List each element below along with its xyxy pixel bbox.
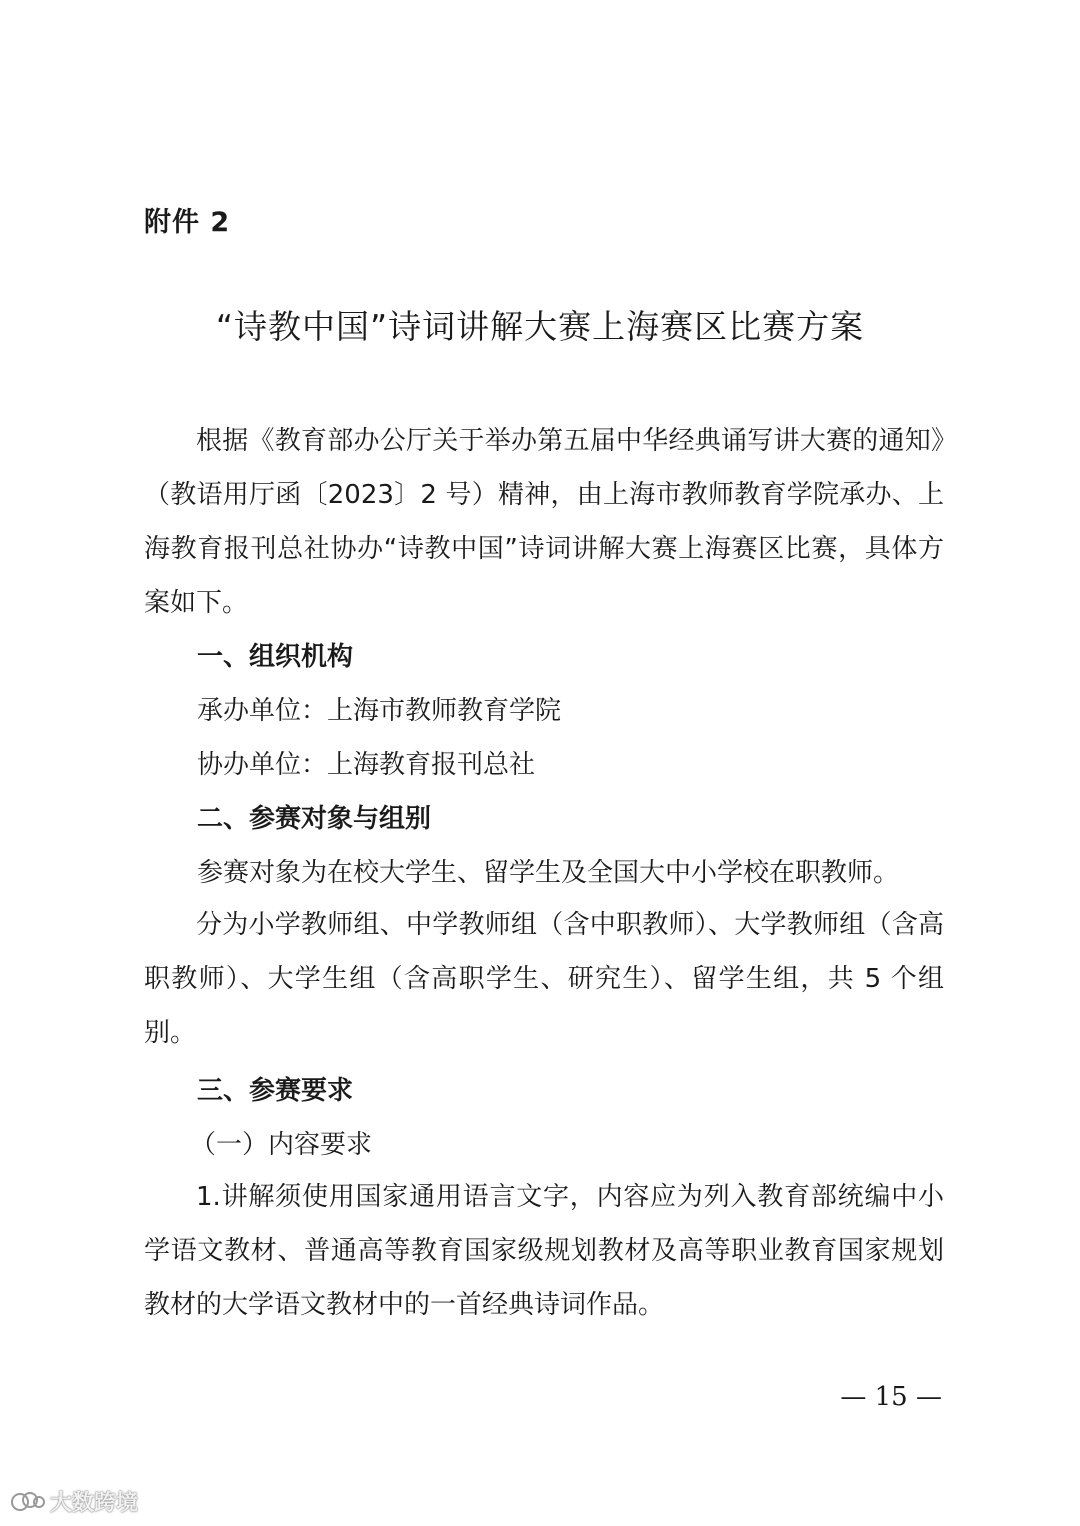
page-number: — 15 — [840,1382,942,1412]
organizer-line: 承办单位：上海市教师教育学院 [197,696,562,726]
participants-line: 参赛对象为在校大学生、留学生及全国大中小学校在职教师。 [197,858,900,888]
attachment-label: 附件 2 [144,207,231,238]
watermark-text: 大数跨境 [50,1491,139,1516]
subsection-1-heading: （一）内容要求 [190,1130,373,1160]
section-3-heading: 三、参赛要求 [197,1076,354,1106]
section-2-heading: 二、参赛对象与组别 [197,804,432,834]
co-organizer-line: 协办单位：上海教育报刊总社 [197,750,536,780]
watermark [10,1486,138,1517]
groups-paragraph: 分为小学教师组、中学教师组（含中职教师）、大学教师组（含高职教师）、大学生组（含高职学生、研究生）、留学生组，共 5 个组别。 [144,910,944,1048]
watermark-logo-icon [10,1488,46,1516]
content-requirement-item-1: 1.讲解须使用国家通用语言文字，内容应为列入教育部统编中小学语文教材、普通高等教育国家级规划教材及高等职业教育国家规划教材的大学语文教材中的一首经典诗词作品。 [144,1182,944,1320]
document-title: “诗教中国”诗词讲解大赛上海赛区比赛方案 [215,307,865,346]
section-1-heading: 一、组织机构 [197,642,354,672]
intro-paragraph: 根据《教育部办公厅关于举办第五届中华经典诵写讲大赛的通知》（教语用厅函〔2023〕2 号）精神，由上海市教师教育学院承办、上海教育报刊总社协办“诗教中国”诗词讲解大赛上海赛区比赛，具体方案如下。 [144,426,944,618]
